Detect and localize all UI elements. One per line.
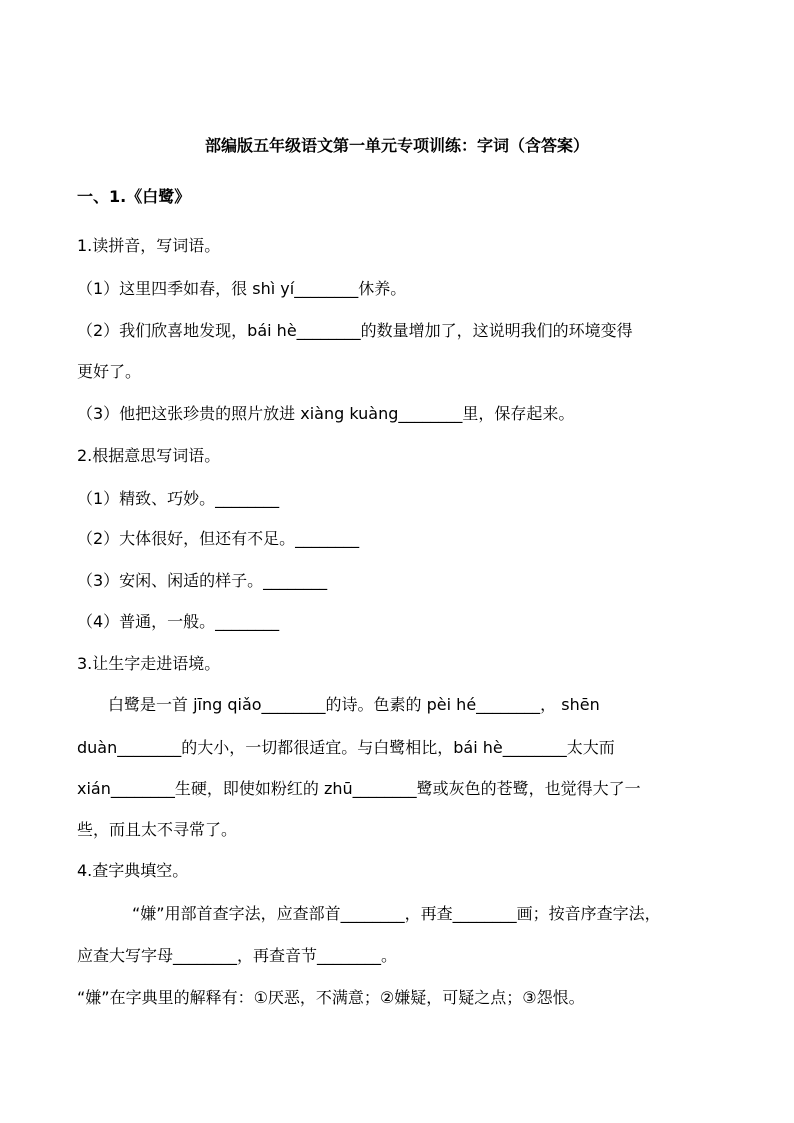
question-3-passage-line-4: 些，而且太不寻常了。 (77, 820, 238, 839)
section-heading: 一、1.《白鹭》 (77, 187, 191, 206)
document-title: 部编版五年级语文第一单元专项训练：字词（含答案） (204, 136, 589, 155)
question-2-item-2: （2）大体很好，但还有不足。________ (77, 529, 360, 548)
question-2-item-4: （4）普通，一般。________ (77, 612, 280, 631)
question-3-passage-line-1: 白鹭是一首 jīng qiǎo________的诗。色素的 pèi hé________， shēn (108, 695, 600, 714)
question-4-line-1: “嫌”用部首查字法，应查部首________，再查________画；按音序查字法， (132, 904, 661, 923)
question-2-item-1: （1）精致、巧妙。________ (77, 489, 280, 508)
question-4-line-3: “嫌”在字典里的解释有：①厌恶，不满意；②嫌疑，可疑之点；③怨恨。 (77, 988, 585, 1007)
question-1-item-1: （1）这里四季如春，很 shì yí________休养。 (77, 279, 407, 298)
question-3-passage-line-2: duàn________的大小，一切都很适宜。与白鹭相比，bái hè________太大而 (77, 738, 615, 757)
question-2-item-3: （3）安闲、闲适的样子。________ (77, 571, 328, 590)
question-1-item-2: （2）我们欣喜地发现，bái hè________的数量增加了，这说明我们的环境变得 (77, 321, 633, 340)
question-1-item-3: （3）他把这张珍贵的照片放进 xiàng kuàng________里，保存起来。 (77, 404, 575, 423)
question-3-heading: 3.让生字走进语境。 (77, 654, 221, 673)
question-3-passage-line-3: xián________生硬，即使如粉红的 zhū________鹭或灰色的苍鹭，也觉得大了一 (77, 779, 641, 798)
question-2-heading: 2.根据意思写词语。 (77, 446, 221, 465)
question-1-heading: 1.读拼音，写词语。 (77, 236, 221, 255)
question-1-item-2-continued: 更好了。 (77, 362, 142, 381)
question-4-line-2: 应查大写字母________，再查音节________。 (77, 946, 398, 965)
question-4-heading: 4.查字典填空。 (77, 861, 189, 880)
